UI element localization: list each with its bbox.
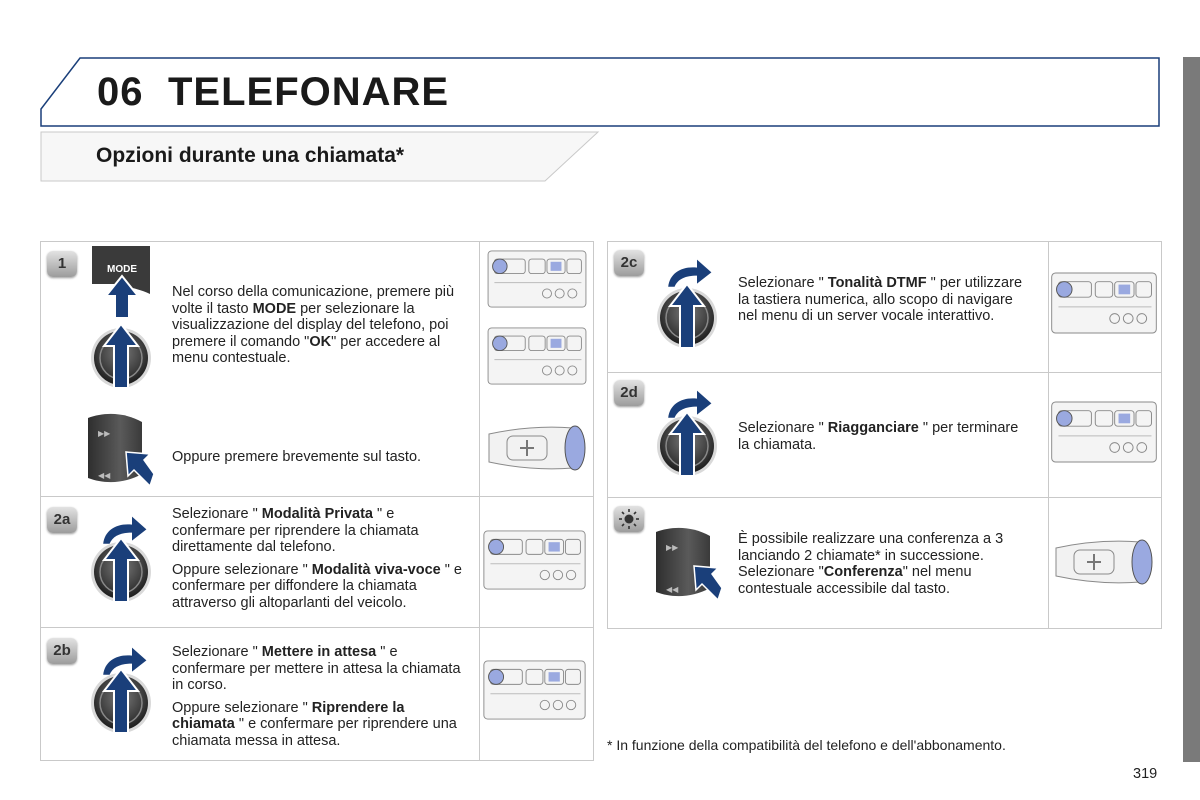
radio-panel-mode-icon <box>487 250 587 308</box>
knob-rotate-press-icon <box>652 404 722 484</box>
mode-button-label: MODE <box>107 264 137 275</box>
radio-panel-ok-icon <box>487 327 587 385</box>
ok-knob-press-icon <box>86 316 156 396</box>
section-title: Opzioni durante una chiamata* <box>96 144 405 167</box>
chapter-title: TELEFONARE <box>168 70 450 114</box>
tip-badge <box>614 506 644 532</box>
radio-panel-icon <box>482 530 587 590</box>
step-badge-2c: 2c <box>614 250 644 276</box>
step-2b-text: Selezionare " Mettere in attesa " e confermare per mettere in attesa la chiamata in corso. Oppure selezionare " Riprendere la chiamata " e confermare per riprendere una chiamata messa in attesa. <box>172 644 461 749</box>
step-2d-text: Selezionare " Riagganciare " per terminare la chiamata. <box>738 420 1019 453</box>
step-badge-2b: 2b <box>47 638 77 664</box>
page-side-tab <box>1183 57 1200 762</box>
chapter-number: 06 <box>97 70 144 114</box>
steering-stalk-press-icon <box>84 408 154 488</box>
knob-rotate-press-icon <box>652 276 722 356</box>
footnote: * In funzione della compatibilità del telefono e dell'abbonamento. <box>607 737 1006 753</box>
step-badge-2d: 2d <box>614 380 644 406</box>
mode-button-illustration <box>88 244 154 320</box>
radio-panel-icon <box>1050 401 1158 463</box>
knob-rotate-press-icon <box>86 530 156 610</box>
steering-stalk-icon <box>487 418 587 478</box>
step-2a-text: Selezionare " Modalità Privata " e confermare per riprendere la chiamata direttamente dal telefono. Oppure selezionare " Modalità viva-voce " e confermare per diffondere la chiamata attraverso gli altoparlanti del veicolo. <box>172 506 462 611</box>
steering-stalk-press-icon <box>652 522 722 602</box>
radio-panel-icon <box>1050 272 1158 334</box>
page-number: 319 <box>1133 766 1158 782</box>
knob-rotate-press-icon <box>86 661 156 741</box>
step-2c-text: Selezionare " Tonalità DTMF " per utilizzare la tastiera numerica, allo scopo di navigare nel menu di un server vocale interattivo. <box>738 275 1023 324</box>
step-1-text: Nel corso della comunicazione, premere più volte il tasto MODE per selezionare la visualizzazione del display del telefono, poi premere il comando "OK" per accedere al menu contestuale. <box>172 284 455 366</box>
step-badge-2a: 2a <box>47 507 77 533</box>
step-1-alt-text: Oppure premere brevemente sul tasto. <box>172 449 422 465</box>
tip-text: È possibile realizzare una conferenza a 3 lanciando 2 chiamate* in successione. Selezionare "Conferenza" nel menu contestuale accessibile dal tasto. <box>738 531 1004 597</box>
steering-stalk-icon <box>1054 532 1154 592</box>
step-badge-1: 1 <box>47 251 77 277</box>
tip-sun-icon <box>614 506 644 532</box>
radio-panel-icon <box>482 660 587 720</box>
